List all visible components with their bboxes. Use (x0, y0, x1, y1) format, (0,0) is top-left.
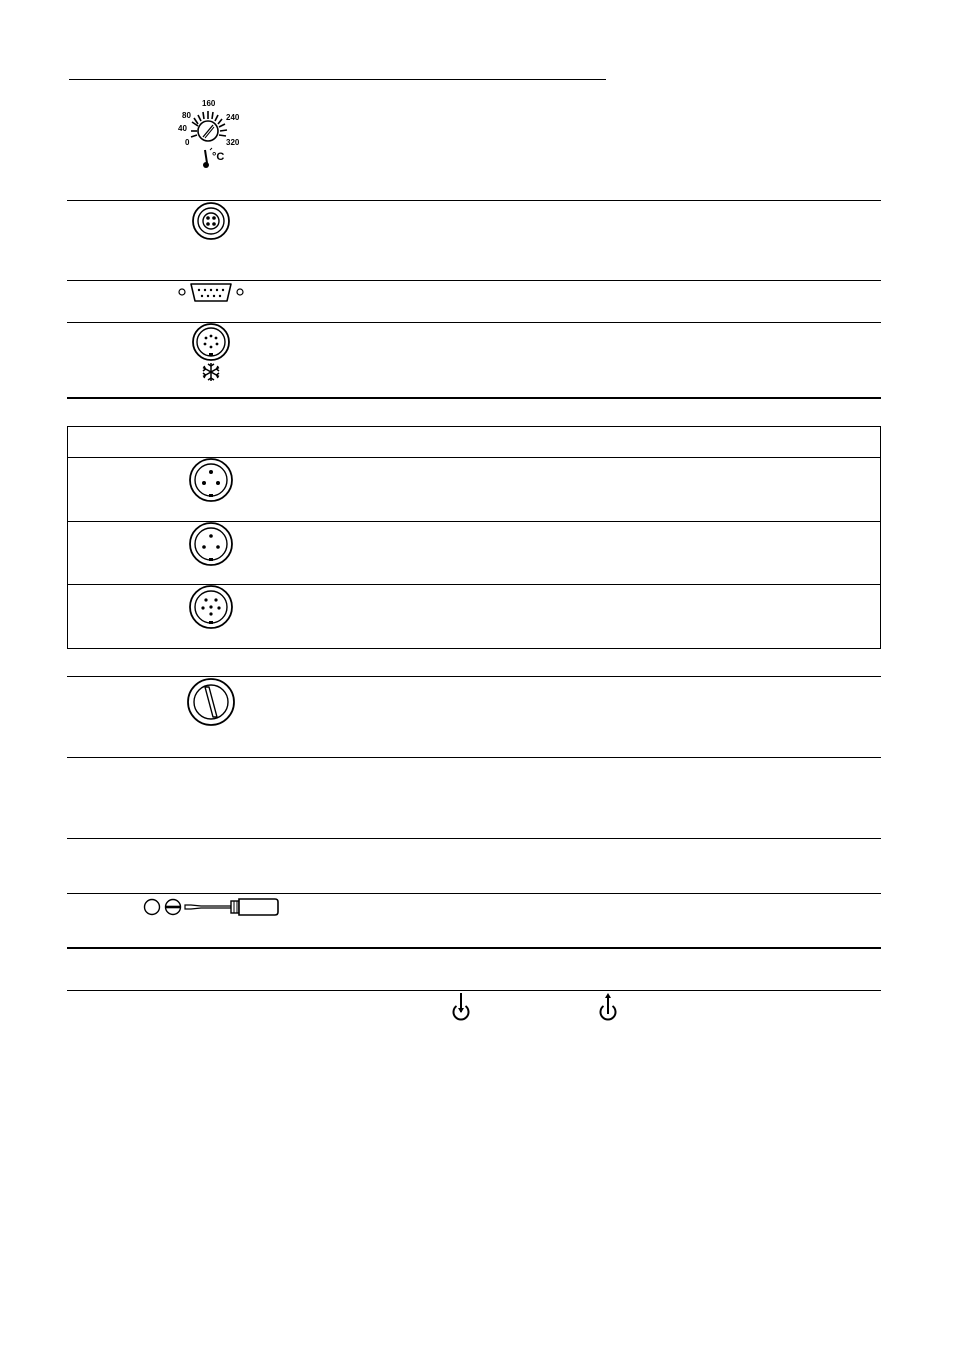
dial-label-240: 240 (226, 113, 240, 122)
separator-2 (67, 280, 881, 281)
separator-9 (67, 947, 881, 949)
separator-8 (67, 893, 881, 894)
dial-label-160: 160 (202, 99, 216, 108)
snowflake-icon (201, 362, 221, 382)
power-on-icon (598, 992, 618, 1024)
screwdriver-icon (143, 895, 283, 919)
separator-3 (67, 322, 881, 323)
dial-label-0: 0 (185, 138, 190, 147)
dial-label-320: 320 (226, 138, 240, 147)
separator-7 (67, 838, 881, 839)
five-pin-socket-icon (189, 585, 233, 629)
fuse-holder-icon (187, 678, 235, 726)
thermostat-unit: °C (212, 151, 225, 163)
cooling-socket-icon (191, 323, 231, 363)
separator-10 (67, 990, 881, 991)
header-rule (69, 79, 606, 80)
three-pin-socket-icon-b (189, 522, 233, 566)
separator-6 (67, 757, 881, 758)
dial-label-80: 80 (182, 111, 191, 120)
power-off-icon (451, 992, 471, 1024)
separator-4 (67, 397, 881, 399)
db9-port-icon (176, 282, 246, 304)
separator-1 (67, 200, 881, 201)
round-socket-icon (191, 201, 231, 241)
dial-label-40: 40 (178, 124, 187, 133)
three-pin-socket-icon (189, 458, 233, 502)
thermostat-dial-icon (170, 98, 250, 170)
separator-5 (67, 676, 881, 677)
